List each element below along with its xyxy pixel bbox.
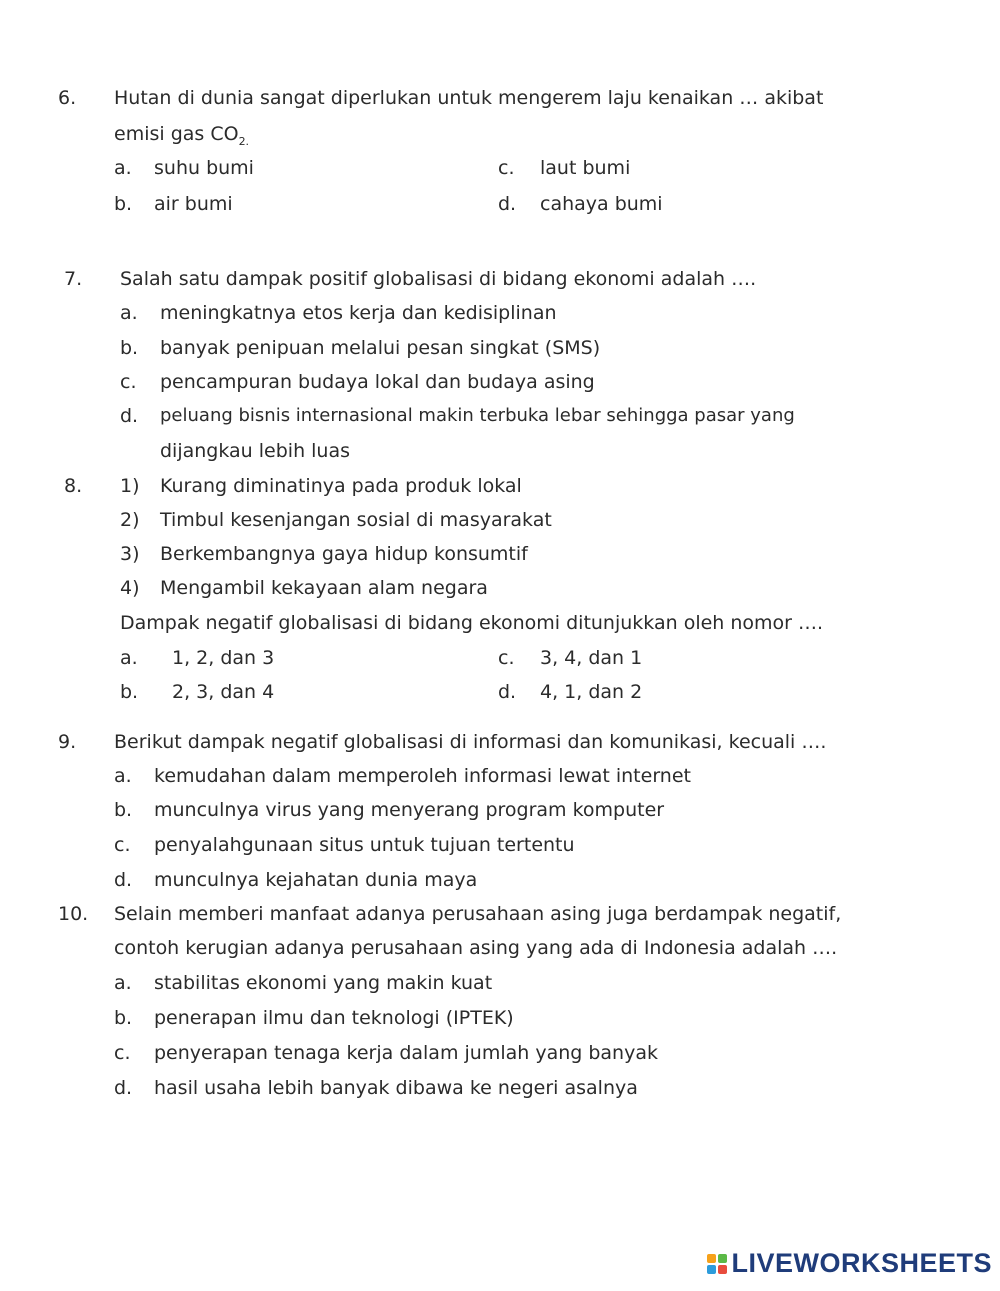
statement-text: Mengambil kekayaan alam negara (160, 577, 488, 599)
option-b-text[interactable]: air bumi (154, 193, 233, 215)
option-letter: c. (114, 1042, 131, 1064)
statement-text: Kurang diminatinya pada produk lokal (160, 475, 522, 497)
option-d-text[interactable]: munculnya kejahatan dunia maya (154, 869, 478, 891)
option-c-text[interactable]: 3, 4, dan 1 (540, 647, 643, 669)
option-letter: c. (114, 834, 131, 856)
option-letter: a. (114, 972, 132, 994)
question-number: 9. (58, 731, 77, 753)
option-a-text[interactable]: 1, 2, dan 3 (172, 647, 275, 669)
option-a-text[interactable]: meningkatnya etos kerja dan kedisiplinan (160, 302, 557, 324)
logo-icon (707, 1254, 727, 1274)
question-text-line: Selain memberi manfaat adanya perusahaan asing juga berdampak negatif, (114, 903, 842, 925)
option-c-text[interactable]: pencampuran budaya lokal dan budaya asing (160, 371, 595, 393)
statement-number: 4) (120, 577, 140, 599)
option-c-text[interactable]: penyalahgunaan situs untuk tujuan tertentu (154, 834, 575, 856)
option-letter: b. (114, 799, 133, 821)
option-letter: a. (114, 765, 132, 787)
statement-number: 3) (120, 543, 140, 565)
statement-text: Berkembangnya gaya hidup konsumtif (160, 543, 528, 565)
option-letter: b. (120, 337, 139, 359)
statement-text: Timbul kesenjangan sosial di masyarakat (160, 509, 552, 531)
question-number: 7. (64, 268, 83, 290)
option-b-text[interactable]: 2, 3, dan 4 (172, 681, 275, 703)
option-c-text[interactable]: laut bumi (540, 157, 631, 179)
option-b-text[interactable]: munculnya virus yang menyerang program komputer (154, 799, 665, 821)
option-a-text[interactable]: suhu bumi (154, 157, 254, 179)
option-d-text-continued: dijangkau lebih luas (160, 440, 351, 462)
option-a-text[interactable]: kemudahan dalam memperoleh informasi lewat internet (154, 765, 691, 787)
question-text-line: Salah satu dampak positif globalisasi di bidang ekonomi adalah …. (120, 268, 757, 290)
question-text-line: contoh kerugian adanya perusahaan asing yang ada di Indonesia adalah …. (114, 937, 838, 959)
option-d-text[interactable]: hasil usaha lebih banyak dibawa ke negeri asalnya (154, 1077, 638, 1099)
brand-name: LIVEWORKSHEETS (731, 1248, 992, 1278)
option-a-text[interactable]: stabilitas ekonomi yang makin kuat (154, 972, 493, 994)
question-text-line: Berikut dampak negatif globalisasi di informasi dan komunikasi, kecuali …. (114, 731, 827, 753)
option-letter: c. (120, 371, 137, 393)
question-text-line: Dampak negatif globalisasi di bidang ekonomi ditunjukkan oleh nomor …. (120, 612, 824, 634)
option-letter: d. (498, 193, 517, 215)
option-letter: d. (114, 1077, 133, 1099)
option-d-text[interactable]: 4, 1, dan 2 (540, 681, 643, 703)
option-letter: d. (498, 681, 517, 703)
option-letter: a. (120, 647, 138, 669)
logo-square-icon (707, 1265, 716, 1274)
option-letter: c. (498, 647, 515, 669)
statement-number: 2) (120, 509, 140, 531)
logo-square-icon (718, 1254, 727, 1263)
logo-square-icon (707, 1254, 716, 1263)
option-letter: b. (120, 681, 139, 703)
logo-square-icon (718, 1265, 727, 1274)
question-number: 10. (58, 903, 89, 925)
option-b-text[interactable]: banyak penipuan melalui pesan singkat (SMS) (160, 337, 601, 359)
statement-number: 1) (120, 475, 140, 497)
question-text-line: emisi gas $CO_{2.}$ (114, 123, 250, 148)
option-d-text[interactable]: peluang bisnis internasional makin terbuka lebar sehingga pasar yang (160, 405, 795, 426)
option-letter: c. (498, 157, 515, 179)
option-letter: a. (120, 302, 138, 324)
option-letter: b. (114, 1007, 133, 1029)
option-d-text[interactable]: cahaya bumi (540, 193, 663, 215)
question-text-line: Hutan di dunia sangat diperlukan untuk mengerem laju kenaikan … akibat (114, 87, 824, 109)
subscript: 2. (238, 134, 250, 148)
option-letter: b. (114, 193, 133, 215)
option-letter: d. (114, 869, 133, 891)
option-letter: d. (120, 405, 139, 427)
question-number: 6. (58, 87, 77, 109)
question-number: 8. (64, 475, 83, 497)
liveworksheets-logo (707, 1248, 992, 1279)
option-c-text[interactable]: penyerapan tenaga kerja dalam jumlah yang banyak (154, 1042, 658, 1064)
option-letter: a. (114, 157, 132, 179)
option-b-text[interactable]: penerapan ilmu dan teknologi (IPTEK) (154, 1007, 514, 1029)
